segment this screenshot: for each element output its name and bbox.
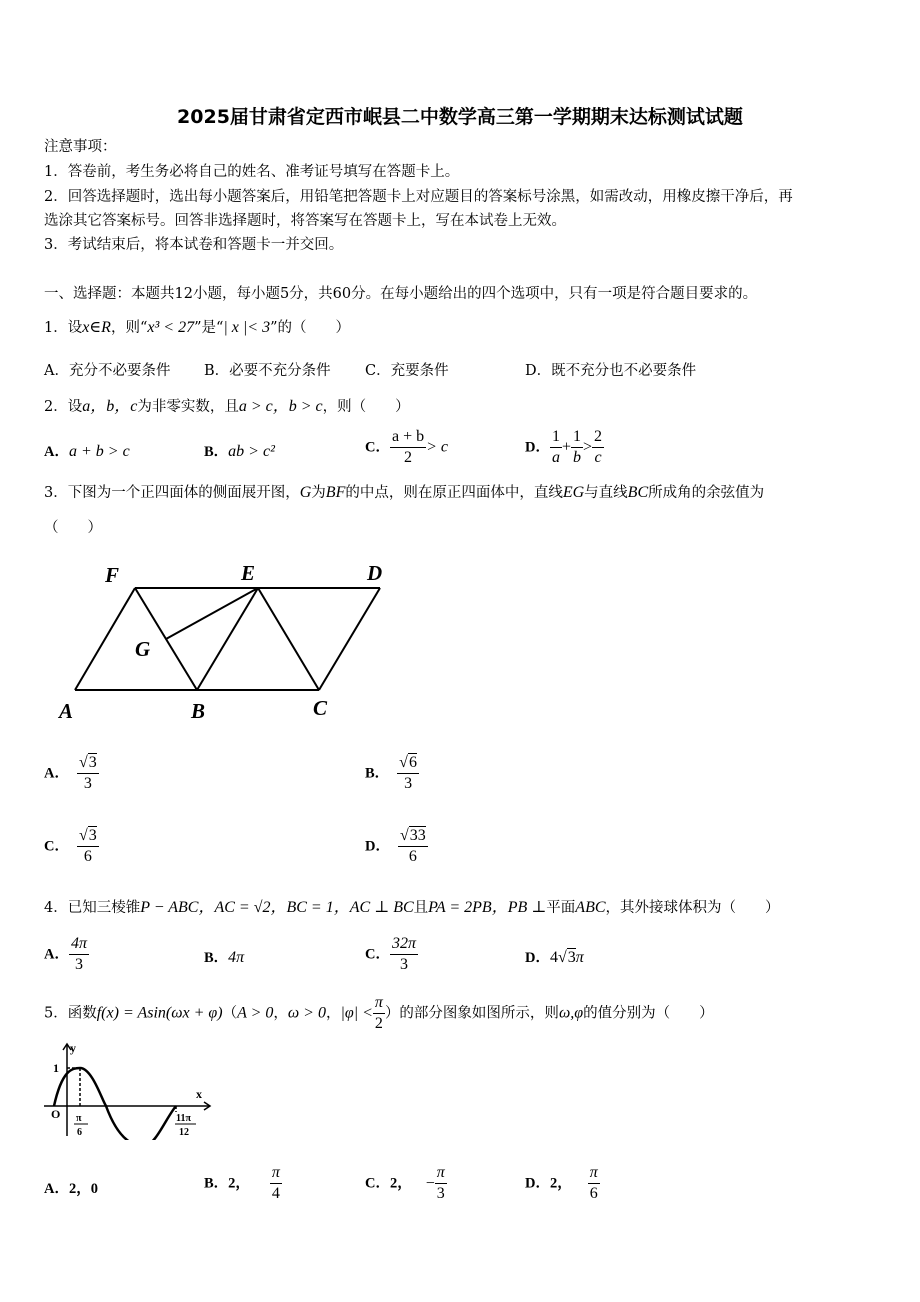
question-4-stem: 4．已知三棱锥P − ABC，AC = √2，BC = 1，AC ⊥ BC且PA = 2PB，PB ⊥平面ABC，其外接球体积为（ ） xyxy=(44,899,780,916)
q3-option-a[interactable]: A． $\frac{√3}{3}$ xyxy=(44,754,97,792)
page-title: 2025届甘肃省定西市岷县二中数学高三第一学期期末达标测试试题 xyxy=(177,106,743,128)
question-3-stem: 3．下图为一个正四面体的侧面展开图，G为BF的中点，则在原正四面体中，直线EG与直线BC所成角的余弦值为 xyxy=(44,484,765,501)
q1-option-d[interactable]: D．既不充分也不必要条件 xyxy=(525,363,697,379)
question-2-stem: 2．设a，b，c为非零实数，且a > c，b > c，则（ ） xyxy=(44,398,410,415)
q2-option-c[interactable]: C． $\frac{a + b}{2}$ > c xyxy=(365,428,449,466)
label-D: D xyxy=(367,561,383,585)
q3-option-b[interactable]: B． $\frac{√6}{3}$ xyxy=(365,754,417,792)
q2-option-d[interactable]: D． $\frac{1}{a}$ + $\frac{1}{b}$ > $\frac{2}{c}$ xyxy=(525,428,603,466)
q5-option-c[interactable]: C．2， − $\frac{\pi}{3}$ xyxy=(365,1164,445,1202)
graph-y-label: y xyxy=(70,1041,76,1055)
tetrahedron-net-figure xyxy=(55,558,400,728)
q5-option-b[interactable]: B．2， $\frac{\pi}{4}$ xyxy=(204,1164,280,1202)
q4-option-b[interactable]: B．4π xyxy=(204,949,245,966)
q4-option-c[interactable]: C． $\frac{32\pi}{3}$ xyxy=(365,935,416,973)
sine-graph-figure xyxy=(40,1040,215,1140)
label-G: G xyxy=(135,637,151,661)
q5-option-d[interactable]: D．2， $\frac{\pi}{6}$ xyxy=(525,1164,598,1202)
label-A: A xyxy=(59,699,74,723)
graph-tick2-den: 12 xyxy=(179,1127,189,1138)
q1-option-a[interactable]: A．充分不必要条件 xyxy=(44,363,171,379)
q3-option-d[interactable]: D． $\frac{√33}{6}$ xyxy=(365,827,426,865)
label-F: F xyxy=(105,563,120,587)
notice-heading: 注意事项： xyxy=(44,139,117,155)
graph-tick2-num: 11π xyxy=(176,1113,191,1124)
question-3-stem-cont: （ ） xyxy=(44,520,102,536)
q1-option-c[interactable]: C．充要条件 xyxy=(365,363,449,379)
q1-option-b[interactable]: B．必要不充分条件 xyxy=(204,363,331,379)
q4-option-d[interactable]: D．4√3π xyxy=(525,949,584,966)
notice-item: 3．考试结束后，将本试卷和答题卡一并交回。 xyxy=(44,237,344,253)
q2-option-a[interactable]: A．a + b > c xyxy=(44,443,130,460)
question-1-stem: 1．设x∈R，则“x³ < 27”是“| x |< 3”的（ ） xyxy=(44,319,351,336)
graph-tick1-den: 6 xyxy=(77,1127,82,1138)
q4-option-a[interactable]: A． $\frac{4\pi}{3}$ xyxy=(44,935,87,973)
graph-tick1-num: π xyxy=(76,1113,82,1124)
label-C: C xyxy=(313,696,328,720)
label-B: B xyxy=(191,699,206,723)
label-E: E xyxy=(241,561,256,585)
q5-option-a[interactable]: A．2，0 xyxy=(44,1181,98,1197)
graph-x-label: x xyxy=(196,1087,202,1101)
graph-origin-label: O xyxy=(51,1107,61,1121)
question-5-stem: 5．函数f(x) = Asin(ωx + φ)（A > 0，ω > 0，|φ| < $\frac{\pi}{2}$ ）的部分图象如图所示，则ω,φ的值分别为（ ） xyxy=(44,994,714,1032)
notice-item: 选涂其它答案标号。回答非选择题时，将答案写在答题卡上，写在本试卷上无效。 xyxy=(44,213,566,229)
q2-option-b[interactable]: B．ab > c² xyxy=(204,443,275,460)
section-heading: 一、选择题：本题共12小题，每小题5分，共60分。在每小题给出的四个选项中，只有一项是符合题目要求的。 xyxy=(44,286,758,302)
notice-item: 1．答卷前，考生务必将自己的姓名、准考证号填写在答题卡上。 xyxy=(44,164,460,180)
notice-item: 2．回答选择题时，选出每小题答案后，用铅笔把答题卡上对应题目的答案标号涂黑，如需改动，用橡皮擦干净后，再 xyxy=(44,189,793,205)
q3-option-c[interactable]: C． $\frac{√3}{6}$ xyxy=(44,827,97,865)
graph-one-label: 1 xyxy=(53,1061,59,1075)
